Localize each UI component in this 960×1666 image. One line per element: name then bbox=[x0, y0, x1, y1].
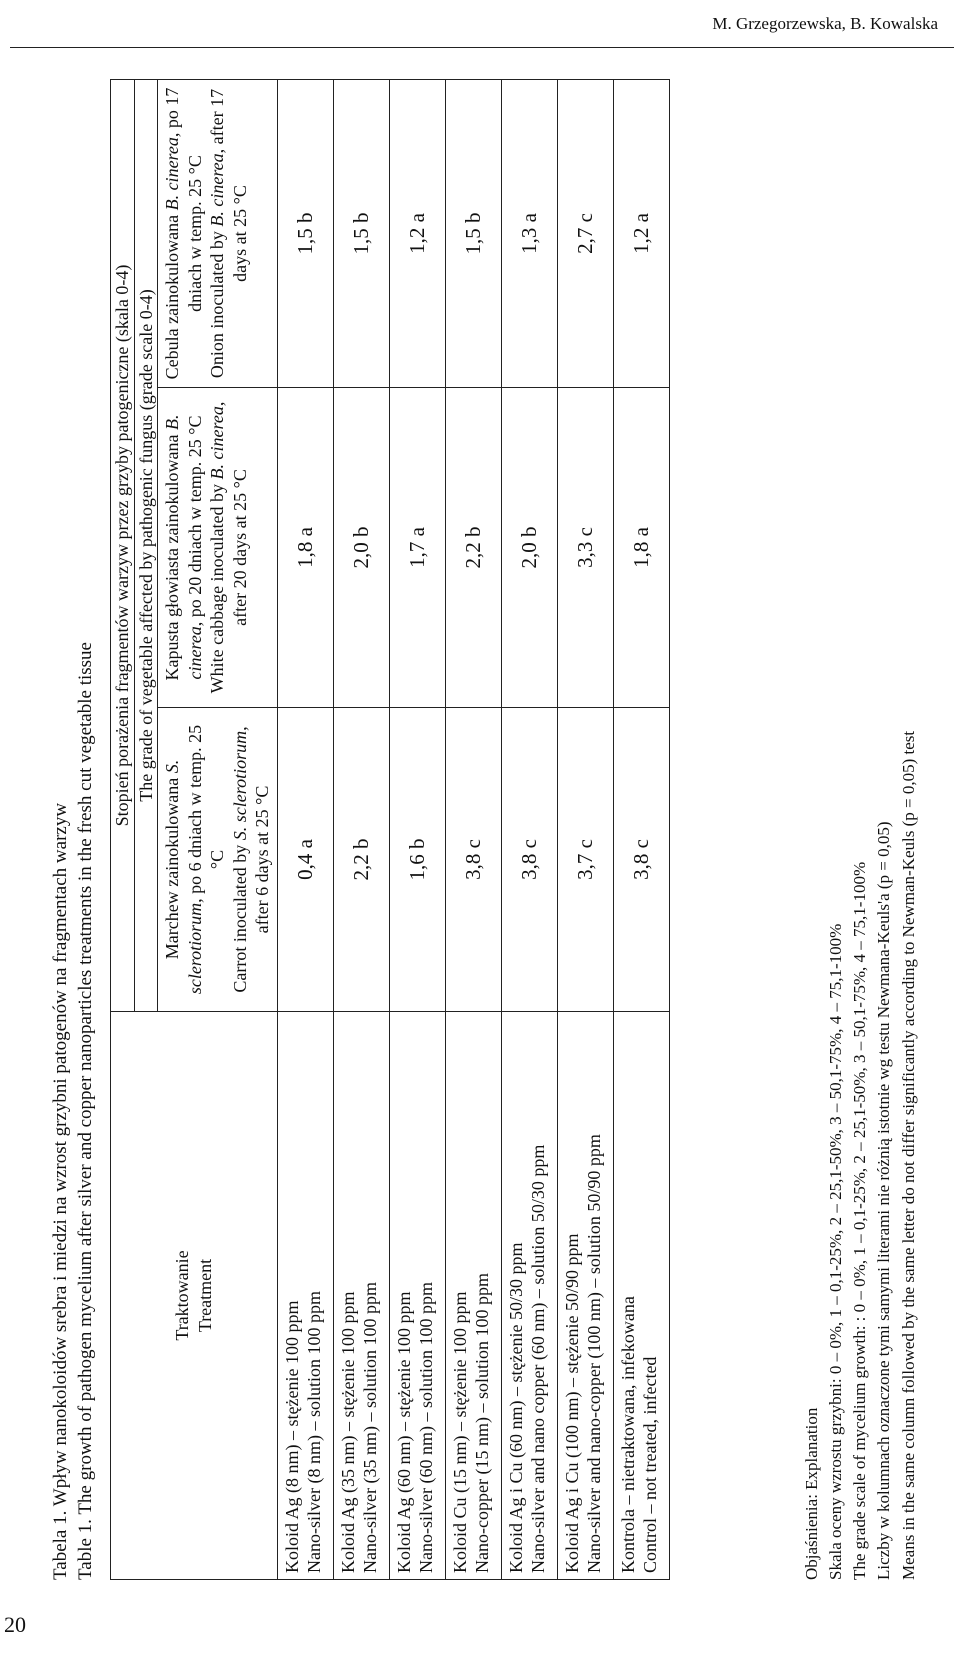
cabbage-value: 1,8 a bbox=[277, 388, 333, 708]
note-line: Objaśnienia: Explanation bbox=[802, 1407, 821, 1580]
treatment-header-pl: Traktowanie bbox=[172, 1250, 193, 1341]
treatment-en: Nano-silver (8 nm) – solution 100 ppm bbox=[304, 1291, 324, 1573]
table-row bbox=[277, 79, 333, 1579]
onion-value: 1,2 a bbox=[389, 79, 445, 387]
treatment-en: Nano-copper (15 nm) – solution 100 ppm bbox=[472, 1273, 492, 1573]
page-number: 20 bbox=[4, 1612, 26, 1637]
group-header-en: The grade of vegetable affected by pathogenic fungus (grade scale 0-4) bbox=[135, 289, 156, 802]
group-header bbox=[111, 79, 158, 1011]
cabbage-value: 3,3 c bbox=[557, 388, 613, 708]
treatment-en: Nano-silver and nano copper (60 nm) – solution 50/30 ppm bbox=[528, 1144, 548, 1573]
onion-value: 1,5 b bbox=[333, 79, 389, 387]
onion-value: 1,3 a bbox=[501, 79, 557, 387]
carrot-value: 2,2 b bbox=[333, 708, 389, 1012]
table-row bbox=[333, 79, 389, 1579]
treatment-en: Nano-silver and nano-copper (100 nm) – solution 50/90 ppm bbox=[584, 1134, 604, 1573]
rotated-table-block bbox=[50, 80, 918, 1580]
treatment-cell bbox=[277, 1012, 333, 1580]
treatment-cell bbox=[333, 1012, 389, 1580]
col-carrot-en-3: , after 6 days at 25 °C bbox=[229, 726, 272, 934]
cabbage-value: 2,0 b bbox=[333, 388, 389, 708]
col-onion-pl-1: Cebula zainokulowana bbox=[162, 214, 182, 380]
carrot-value: 3,8 c bbox=[501, 708, 557, 1012]
table-row bbox=[613, 79, 669, 1579]
col-cabbage-en-2: B. cinerea bbox=[207, 406, 227, 480]
cabbage-value: 1,8 a bbox=[613, 388, 669, 708]
col-onion-en-2: B. cinerea bbox=[207, 153, 227, 227]
col-onion-en-3: , after 17 days at 25 °C bbox=[207, 88, 250, 282]
col-cabbage-pl-2: B. cinerea bbox=[162, 414, 205, 680]
table-row bbox=[445, 79, 501, 1579]
carrot-value: 0,4 a bbox=[277, 708, 333, 1012]
treatment-pl: Koloid Ag (8 nm) – stężenie 100 ppm bbox=[281, 1300, 302, 1573]
col-carrot-en-2: S. sclerotiorum bbox=[229, 730, 250, 841]
onion-value: 1,5 b bbox=[445, 79, 501, 387]
note-line: Means in the same column followed by the same letter do not differ significantly according to Newman-Keuls (p = 0,05) test bbox=[898, 730, 918, 1580]
table-row bbox=[557, 79, 613, 1579]
cabbage-value: 1,7 a bbox=[389, 388, 445, 708]
column-header-cabbage bbox=[158, 388, 278, 708]
onion-value: 1,2 a bbox=[613, 79, 669, 387]
note-line: Liczby w kolumnach oznaczone tymi samymi literami nie różnią istotnie wg testu Newmana-Keuls'a (p = 0,05) bbox=[874, 821, 894, 1580]
table-row bbox=[501, 79, 557, 1579]
col-carrot-pl-1: Marchew zainokulowana bbox=[162, 777, 182, 960]
col-cabbage-en-1: White cabbage inoculated by bbox=[207, 483, 227, 694]
onion-value: 2,7 c bbox=[557, 79, 613, 387]
col-carrot-pl-2: S. sclerotiorum bbox=[162, 759, 205, 995]
col-cabbage-en-3: , after 20 days at 25 °C bbox=[207, 401, 250, 626]
col-cabbage-pl-3: , po 20 dniach w temp. 25 °C bbox=[184, 415, 205, 627]
carrot-value: 3,7 c bbox=[557, 708, 613, 1012]
results-table bbox=[110, 79, 670, 1580]
treatment-cell bbox=[389, 1012, 445, 1580]
treatment-cell bbox=[557, 1012, 613, 1580]
treatment-pl: Kontrola – nietraktowana, infekowana bbox=[617, 1296, 638, 1573]
treatment-header bbox=[111, 1012, 278, 1580]
treatment-header-en: Treatment bbox=[194, 1258, 215, 1333]
table-caption-pl: Tabela 1. Wpływ nanokoloidów srebra i miedzi na wzrost grzybni patogenów na fragmentach warzyw bbox=[50, 802, 71, 1580]
table-row bbox=[389, 79, 445, 1579]
table-caption-en: Table 1. The growth of pathogen mycelium after silver and copper nanoparticles treatments in the fresh cut vegetable tissue bbox=[75, 642, 96, 1580]
note-line: The grade scale of mycelium growth: : 0 – 0%, 1 – 0,1-25%, 2 – 25,1-50%, 3 – 50,1-75%, 4 – 75,1-100% bbox=[850, 861, 870, 1580]
treatment-pl: Koloid Ag i Cu (60 nm) – stężenie 50/30 ppm bbox=[505, 1242, 526, 1573]
carrot-value: 3,8 c bbox=[445, 708, 501, 1012]
col-onion-pl-2: B. cinerea bbox=[162, 137, 182, 211]
treatment-en: Nano-silver (60 nm) – solution 100 ppm bbox=[416, 1282, 436, 1573]
treatment-cell bbox=[501, 1012, 557, 1580]
column-header-carrot bbox=[158, 708, 278, 1012]
column-header-onion bbox=[158, 79, 278, 387]
treatment-en: Control – not treated, infected bbox=[640, 1356, 660, 1573]
col-onion-pl-3: , po 17 dniach w temp. 25 °C bbox=[162, 87, 205, 312]
treatment-cell bbox=[445, 1012, 501, 1580]
onion-value: 1,5 b bbox=[277, 79, 333, 387]
treatment-pl: Koloid Ag i Cu (100 nm) – stężenie 50/90 ppm bbox=[561, 1233, 582, 1573]
treatment-cell bbox=[613, 1012, 669, 1580]
note-line: Skala oceny wzrostu grzybni: 0 – 0%, 1 – 0,1-25%, 2 – 25,1-50%, 3 – 50,1-75%, 4 – 75,1-100% bbox=[826, 923, 846, 1580]
running-header-authors: M. Grzegorzewska, B. Kowalska bbox=[712, 14, 938, 33]
table-notes bbox=[800, 731, 921, 1580]
treatment-pl: Koloid Ag (60 nm) – stężenie 100 ppm bbox=[393, 1291, 414, 1573]
treatment-pl: Koloid Cu (15 nm) – stężenie 100 ppm bbox=[449, 1291, 470, 1573]
col-cabbage-pl-1: Kapusta głowiasta zainokulowana bbox=[162, 434, 182, 681]
col-carrot-pl-3: , po 6 dniach w temp. 25 °C bbox=[184, 724, 227, 903]
carrot-value: 3,8 c bbox=[613, 708, 669, 1012]
col-carrot-en-1: Carrot inoculated by bbox=[229, 844, 250, 993]
col-onion-en-1: Onion inoculated by bbox=[207, 231, 227, 379]
cabbage-value: 2,2 b bbox=[445, 388, 501, 708]
treatment-en: Nano-silver (35 nm) – solution 100 ppm bbox=[360, 1282, 380, 1573]
cabbage-value: 2,0 b bbox=[501, 388, 557, 708]
carrot-value: 1,6 b bbox=[389, 708, 445, 1012]
group-header-pl: Stopień porażenia fragmentów warzyw przez grzyby patogeniczne (skala 0-4) bbox=[111, 80, 135, 1011]
treatment-pl: Koloid Ag (35 nm) – stężenie 100 ppm bbox=[337, 1291, 358, 1573]
header-rule bbox=[10, 47, 954, 48]
